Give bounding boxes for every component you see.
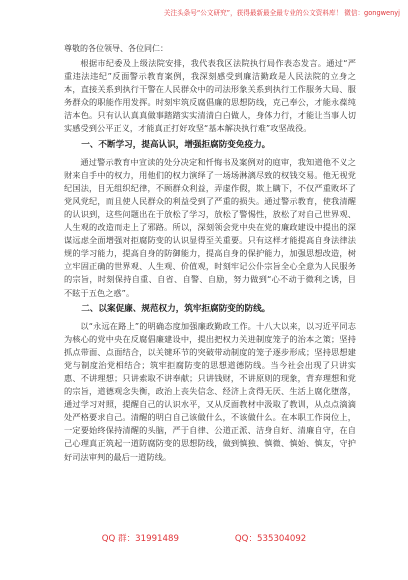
document-body — [64, 42, 356, 467]
footer-qq-group: QQ 群：31991489 — [101, 534, 179, 544]
footer-contacts — [0, 532, 408, 546]
section-1-paragraph: 通过警示教育中宣读的处分决定和忏悔书及案例对的庭审，我知道他不义之财来自手中的权力，用他们的权力演绎了一场场淋漓尽致的权钱交易。他无视党纪国法，目无组织纪律，不顾群众利益，弄虚作假，欺上瞒下，不仅严重败坏了党风党纪，而且使人民群众的利益受到了严重的损失。通过警示教育，使我清醒的认识到，这些问题出在于放松了学习，放松了警惕性，放松了对自己世界观、人生观的改造而走上了邪路。所以，深刻领会党中央在党的廉政建设中提出的深谋远虑全面增强对拒腐防变的认识显得至关重要。只有这样才能提高自身法律法规的学习能力，提高自身的防御能力，提高自身的保护能力，加强思想改造，树立牢固正确的世界观、人生观、价值观，时刻牢记公仆宗旨全心全意为人民服务的宗旨，时刻保持自重、自省、自警、自励，努力做到“心不动于微利之诱，目不眩于五色之惑”。 — [64, 156, 356, 298]
section-1-heading: 一、不断学习，提高认识，增强拒腐防变免疫力。 — [81, 139, 271, 150]
section-2-paragraph: 以“永远在路上”的明确态度加强廉政勤政工作。十八大以来，以习近平同志为核心的党中央在反腐倡廉建设中，提出把权力关进制度笼子的治本之策；坚持抓点带面、点面结合，以关键环节的突破带动制度的笼子逐步形成；坚持思想建党与制度治党相结合；筑牢拒腐防变的思想道德防线。当今社会出现了只讲实惠、不讲理想；只讲索取不讲奉献；只讲钱财，不讲原则的现象，背弃理想和党的宗旨，道德观念失衡，政治上丧失信念、经济上贪得无厌、生活上腐化堕落，通过学习对照，提醒自己的认识水平，又从反面教材中汲取了教训，从点点滴滴处严格要求自己。清醒的明白自己该做什么，不该做什么。在本职工作岗位上，一定要始终保持清醒的头脑，严于自律、公道正派、洁身自好、清廉自守，在自己心理真正筑起一道防腐防变的思想防线，做到慎独、慎微、慎始、慎友，守护好司法审判的最后一道防线。 — [64, 320, 356, 462]
intro-paragraph: 根据市纪委及上级法院安排，我代表我区法院执行局作表态发言。通过“严重违法违纪”反面警示教育案例，我深刻感受到廉洁勤政是人民法院的立身之本，直接关系到执行干警在人民群众中的司法形象关系到执行工作服务大局、服务群众的职能作用发挥。时刻牢筑反腐倡廉的思想防线，克己奉公，才能永葆纯洁本色。只有认认真真做事踏踏实实清清白白做人，身体力行，才能让当事人切实感受到公平正义，才能真正打好攻坚“基本解决执行难”攻坚战役。 — [64, 58, 356, 134]
section-2-heading: 二、以案促廉、规范权力，筑牢拒腐防变的防线。 — [81, 303, 271, 314]
header-banner: 关注头条号“公文研究”，获得最新最全最专业的公文资料库！ 微信：gongwenyj — [163, 9, 400, 17]
salutation: 尊敬的各位领导、各位同仁： — [64, 44, 168, 53]
footer-qq-number: QQ：535304092 — [234, 534, 307, 544]
